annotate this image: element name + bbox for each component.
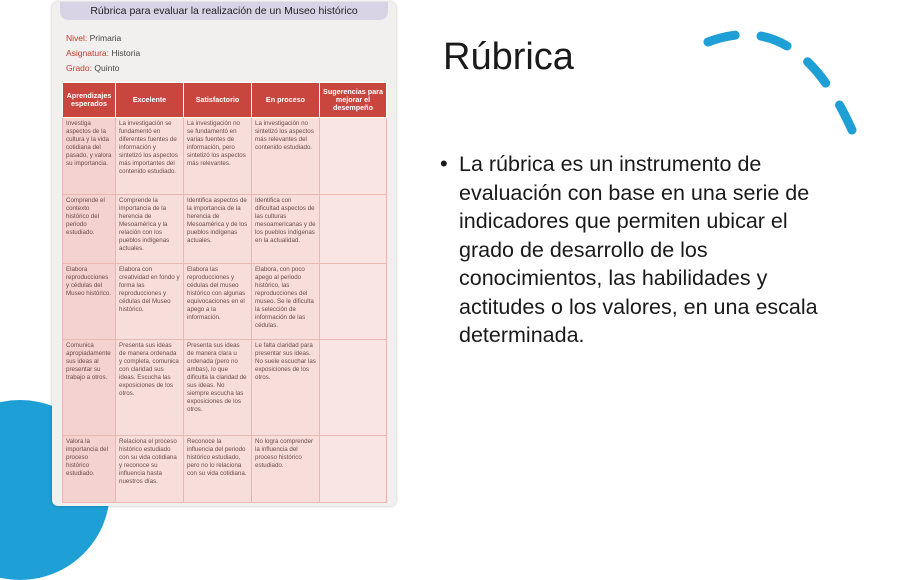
table-cell: Elabora, con poco apego al periodo histórico, las reproducciones del museo. Se le dificulta la selección de información de las cédulas. [252, 264, 320, 340]
table-cell [320, 118, 387, 195]
table-row [63, 436, 387, 503]
slide-title: Rúbrica [443, 36, 574, 78]
header-sugerencias: Sugerencias para mejorar el desempeño [320, 83, 387, 118]
asignatura-line [66, 48, 140, 58]
rubric-table [62, 82, 387, 503]
table-cell: Investiga aspectos de la cultura y la vida cotidiana del pasado, y valora su importancia. [63, 118, 116, 195]
rubric-header-row [63, 83, 387, 118]
nivel-label: Nivel: [66, 33, 88, 43]
grado-label: Grado: [66, 63, 92, 73]
header-aprendizajes: Aprendizajes esperados [63, 83, 116, 118]
rubric-image [52, 2, 396, 506]
nivel-line [66, 33, 121, 43]
table-row [63, 340, 387, 436]
table-cell: Valora la importancia del proceso histórico estudiado. [63, 436, 116, 503]
asignatura-label: Asignatura: [66, 48, 109, 58]
table-cell: Comprende el contexto histórico del periodo estudiado. [63, 195, 116, 264]
table-cell: Identifica aspectos de la importancia de la herencia de Mesoamérica y de los pueblos indígenas actuales. [184, 195, 252, 264]
grado-line [66, 63, 119, 73]
asignatura-value: Historia [111, 48, 141, 58]
rubric-title: Rúbrica para evaluar la realización de un Museo histórico [60, 2, 388, 20]
table-cell: Relaciona el proceso histórico estudiado con su vida cotidiana y reconoce su influencia hasta nuestros días. [116, 436, 184, 503]
header-en-proceso: En proceso [252, 83, 320, 118]
table-cell: No logra comprender la influencia del proceso histórico estudiado. [252, 436, 320, 503]
header-satisfactorio: Satisfactorio [184, 83, 252, 118]
bullet-text: La rúbrica es un instrumento de evaluación con base en una serie de indicadores que permiten ubicar el grado de desarrollo de los conocimientos, las habilidades y actitudes o los valores, en una escala determinada. [459, 152, 818, 347]
table-cell: La investigación se fundamentó en diferentes fuentes de información y sintetizó los aspectos más importantes del contenido estudiado. [116, 118, 184, 195]
bullet-item [440, 150, 835, 350]
table-cell: La investigación no sintetizó los aspectos más relevantes del contenido estudiado. [252, 118, 320, 195]
header-excelente: Excelente [116, 83, 184, 118]
table-cell: Elabora las reproducciones y cédulas del museo histórico con algunas equivocaciones en el apego a la información. [184, 264, 252, 340]
table-row [63, 195, 387, 264]
table-cell [320, 264, 387, 340]
table-cell: Le falta claridad para presentar sus ideas. No suele escuchar las exposiciones de los otros. [252, 340, 320, 436]
table-cell: Identifica con dificultad aspectos de las culturas mesoamericanas y de los pueblos indígenas en la actualidad. [252, 195, 320, 264]
table-cell [320, 340, 387, 436]
bullet-dot-icon: • [440, 151, 448, 176]
table-cell: Elabora con creatividad en fondo y forma las reproducciones y cédulas del Museo histórico. [116, 264, 184, 340]
table-cell [320, 436, 387, 503]
table-row [63, 264, 387, 340]
table-cell: La investigación no se fundamentó en varias fuentes de información, pero sintetizó los aspectos más relevantes. [184, 118, 252, 195]
table-cell [320, 195, 387, 264]
table-row [63, 118, 387, 195]
table-cell: Comprende la importancia de la herencia de Mesoamérica y la relación con los pueblos indígenas actuales. [116, 195, 184, 264]
nivel-value: Primaria [89, 33, 122, 43]
table-cell: Elabora reproducciones y cédulas del Museo histórico. [63, 264, 116, 340]
grado-value: Quinto [94, 63, 120, 73]
table-cell: Reconoce la influencia del periodo histórico estudiado, pero no lo relaciona con su vida cotidiana. [184, 436, 252, 503]
table-cell: Comunica apropiadamente sus ideas al presentar su trabajo a otros. [63, 340, 116, 436]
table-cell: Presenta sus ideas de manera ordenada y completa, comunica con claridad sus ideas. Escucha las exposiciones de los otros. [116, 340, 184, 436]
table-cell: Presenta sus ideas de manera clara u ordenada (pero no ambas), lo que dificulta la claridad de sus ideas. No siempre escucha las exposiciones de los otros. [184, 340, 252, 436]
